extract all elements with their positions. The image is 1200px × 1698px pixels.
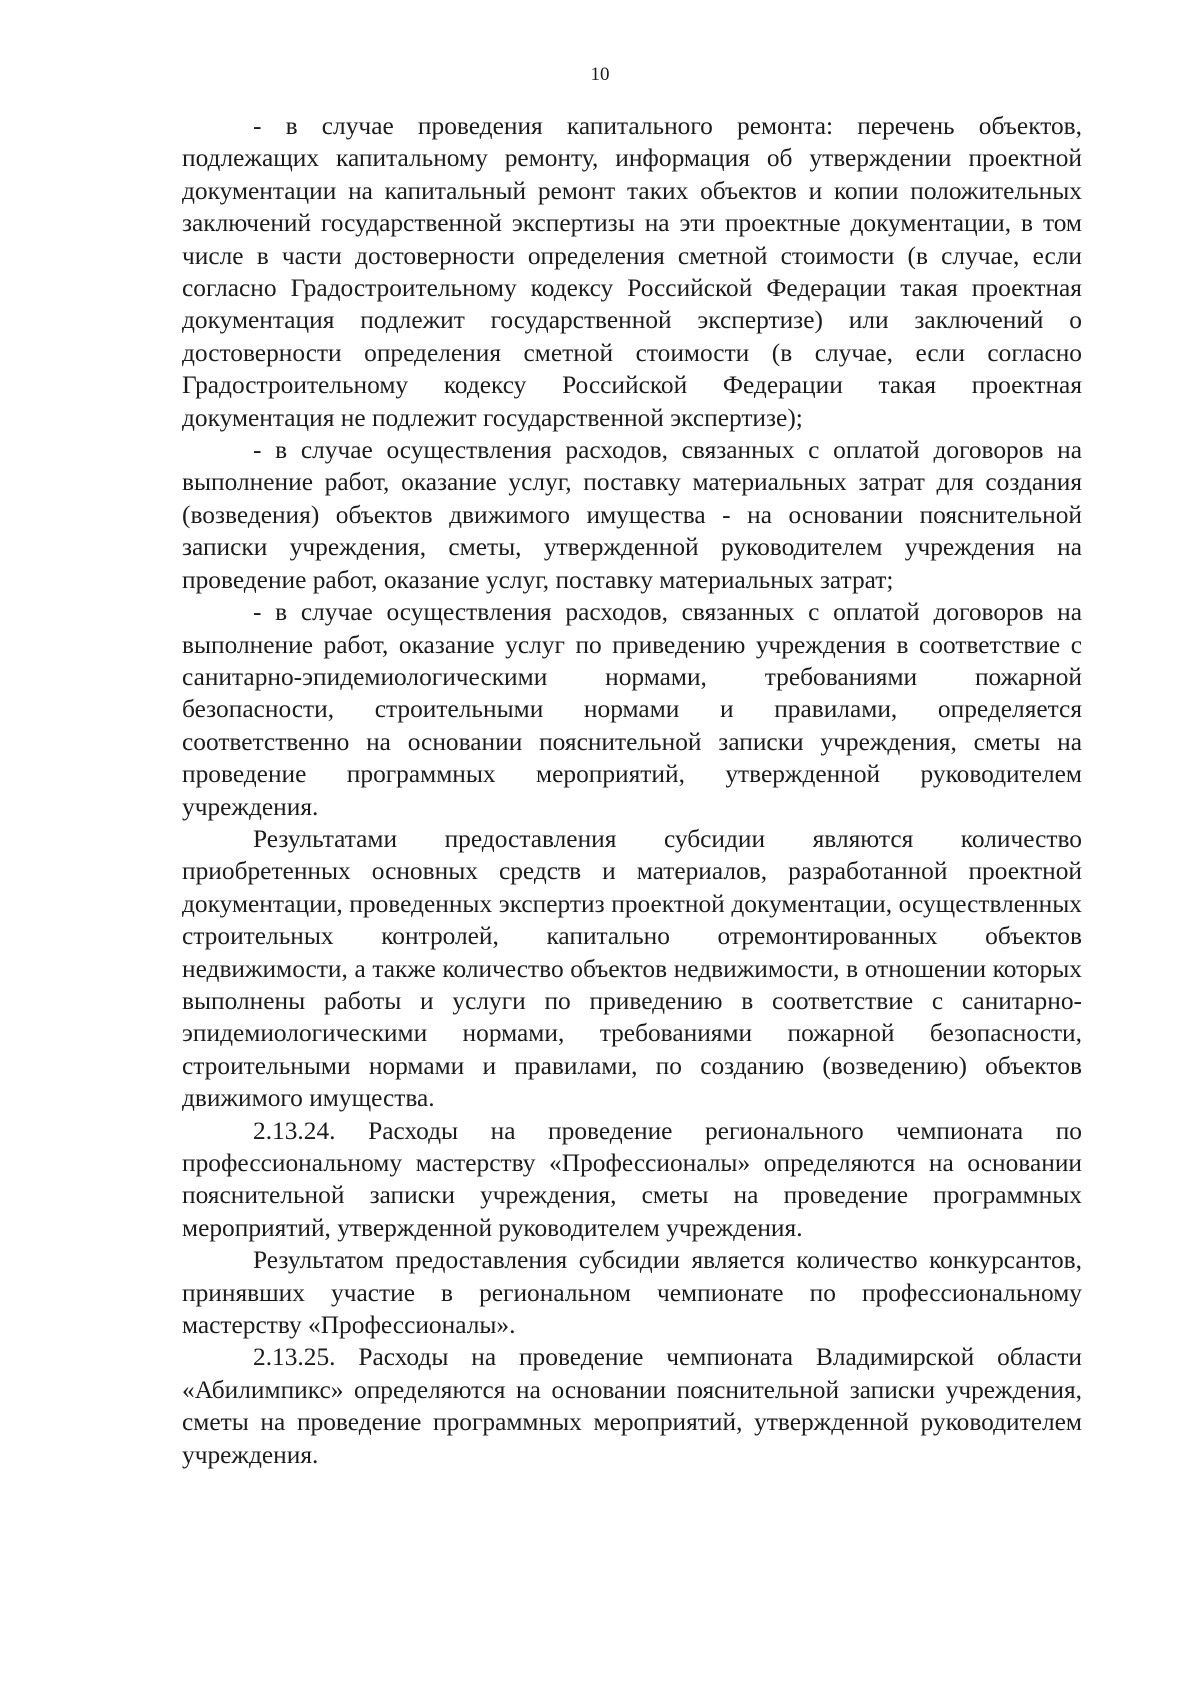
paragraph-section-2-13-24: 2.13.24. Расходы на проведение регионального чемпионата по профессиональному мастерству «Профессионалы» определяются на основании пояснительной записки учреждения, сметы на проведение программных мероприятий, утвержденной руководителем учреждения. (182, 1116, 1082, 1242)
paragraph-championship-result: Результатом предоставления субсидии является количество конкурсантов, принявших участие в региональном чемпионате по профессиональному мастерству «Профессионалы». (182, 1246, 1082, 1340)
page-number: 10 (590, 64, 610, 85)
paragraph-section-2-13-25: 2.13.25. Расходы на проведение чемпионата Владимирской области «Абилимпикс» определяются на основании пояснительной записки учреждения, сметы на проведение программных мероприятий, утвержденной руководителем учреждения. (182, 1343, 1082, 1469)
paragraph-sanitary-compliance: - в случае осуществления расходов, связанных с оплатой договоров на выполнение работ, оказание услуг по приведению учреждения в соответствие с санитарно-эпидемиологическими нормами, требованиями пожарной безопасности, строительными нормами и правилами, определяется соответственно на основании пояснительной записки учреждения, сметы на проведение программных мероприятий, утвержденной руководителем учреждения. (182, 598, 1082, 821)
paragraph-subsidy-results: Результатами предоставления субсидии являются количество приобретенных основных средств и материалов, разработанной проектной документации, проведенных экспертиз проектной документации, осуществленных строительных контролей, капитально отремонтированных объектов недвижимости, а также количество объектов недвижимости, в отношении которых выполнены работы и услуги по приведению в соответствие с санитарно-эпидемиологическими нормами, требованиями пожарной безопасности, строительными нормами и правилами, по созданию (возведению) объектов движимого имущества. (182, 824, 1082, 1113)
paragraph-capital-repair: - в случае проведения капитального ремонта: перечень объектов, подлежащих капитальному ремонту, информация об утверждении проектной документации на капитальный ремонт таких объектов и копии положительных заключений государственной экспертизы на эти проектные документации, в том числе в части достоверности определения сметной стоимости (в случае, если согласно Градостроительному кодексу Российской Федерации такая проектная документация подлежит государственной экспертизе) или заключений о достоверности определения сметной стоимости (в случае, если согласно Градостроительному кодексу Российской Федерации такая проектная документация не подлежит государственной экспертизе); (182, 112, 1082, 432)
document-body (182, 110, 1082, 1471)
paragraph-movable-property: - в случае осуществления расходов, связанных с оплатой договоров на выполнение работ, оказание услуг, поставку материальных затрат для создания (возведения) объектов движимого имущества - на основании пояснительной записки учреждения, сметы, утвержденной руководителем учреждения на проведение работ, оказание услуг, поставку материальных затрат; (182, 436, 1082, 594)
